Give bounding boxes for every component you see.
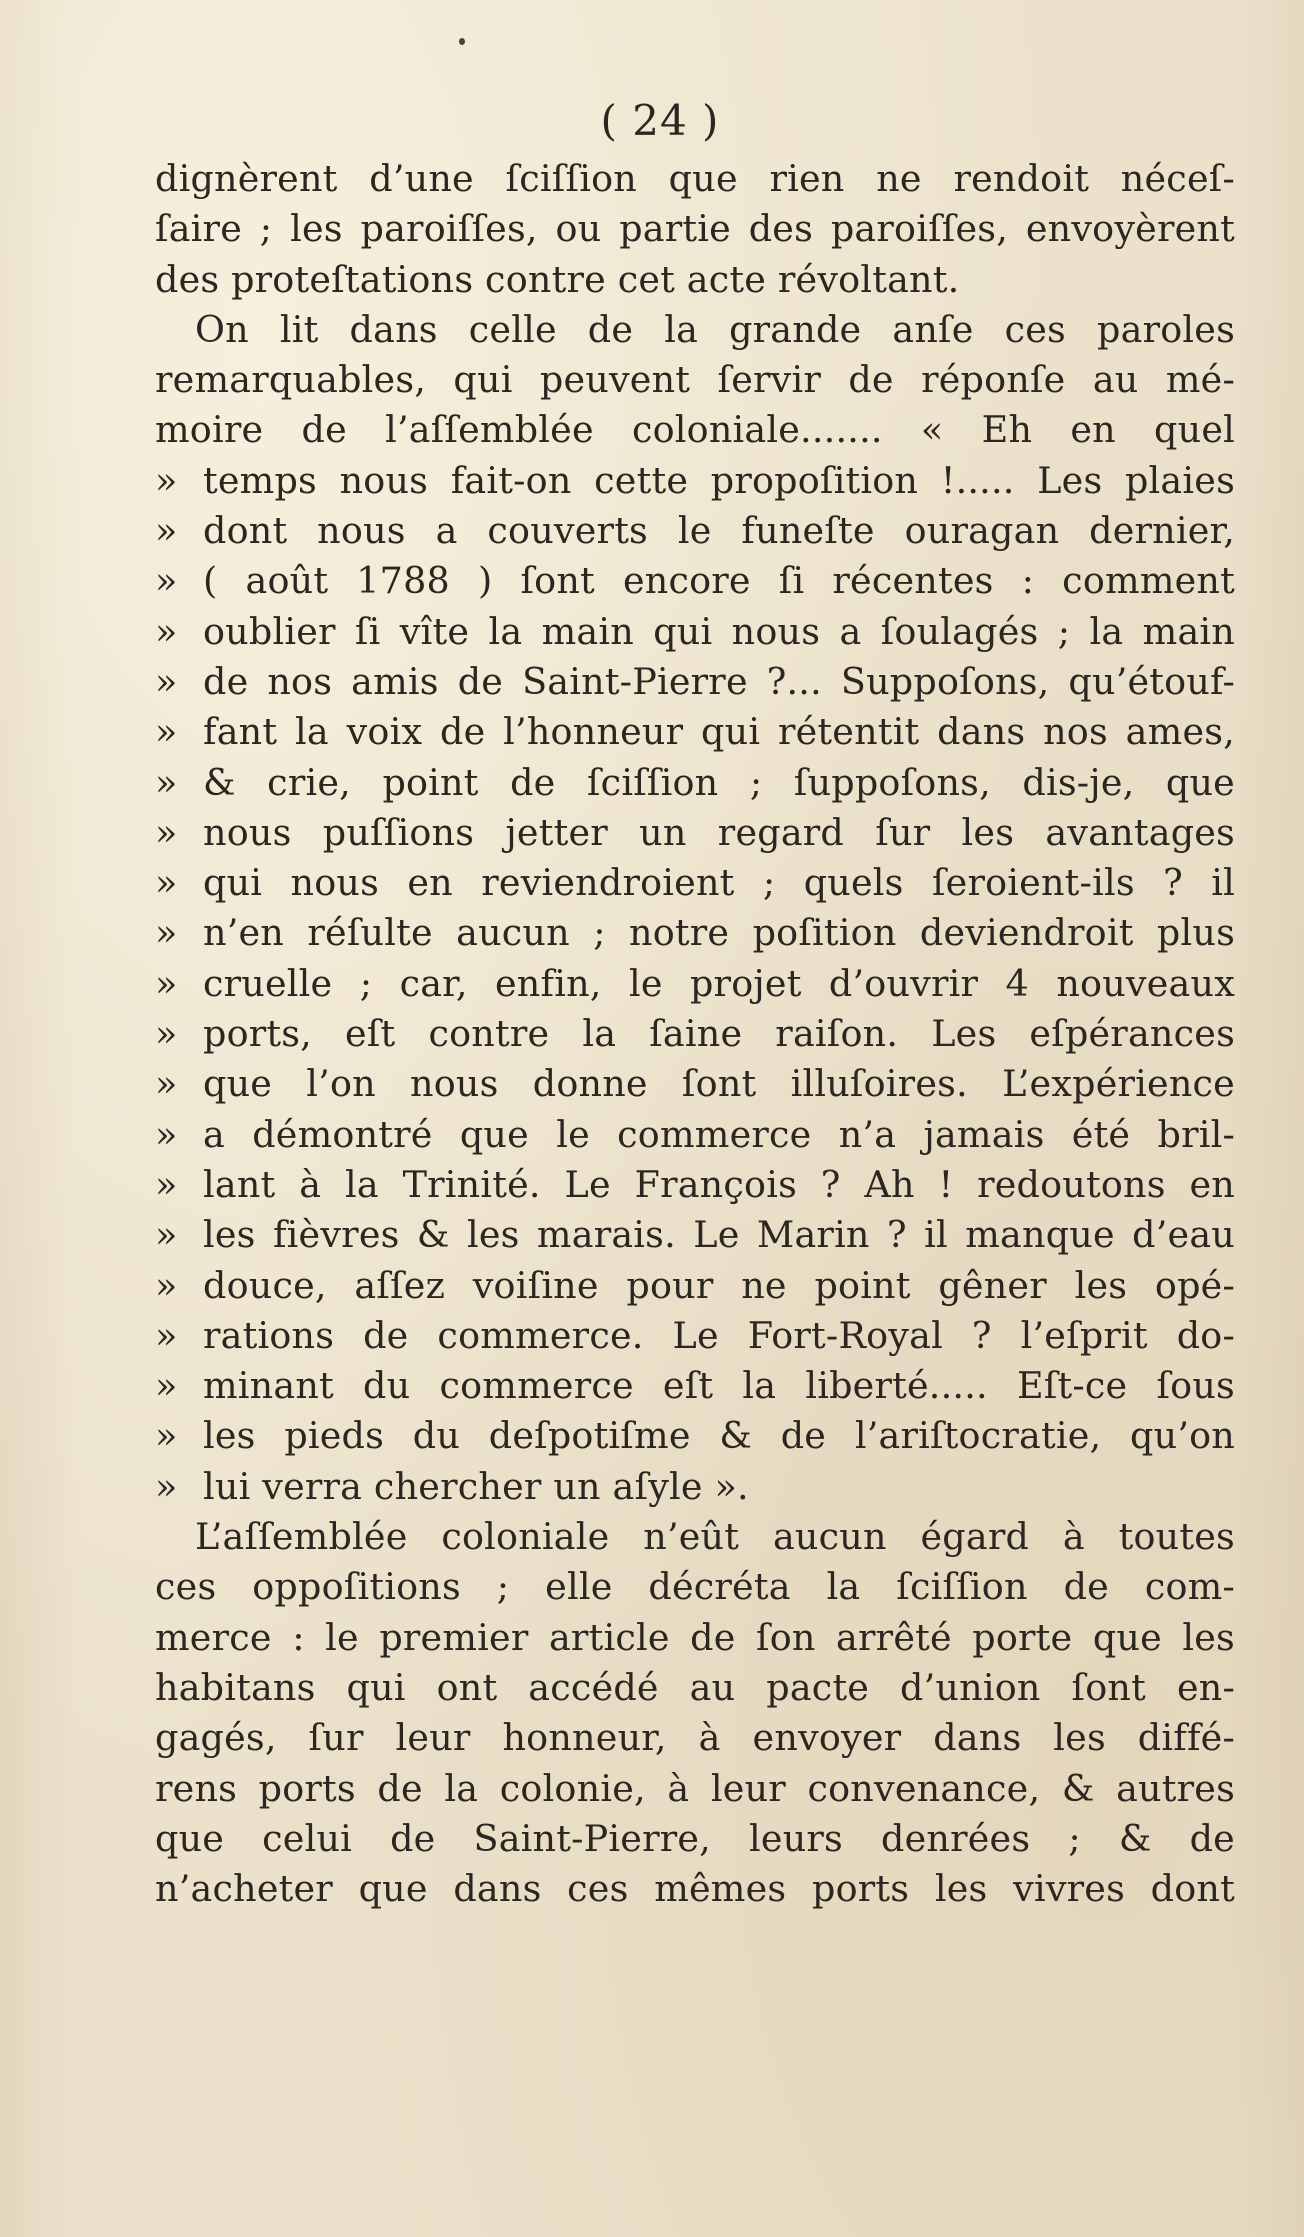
page-text bbox=[155, 154, 1235, 1914]
quote-text: les pieds du deſpotiſme & de l’ariſtocratie, qu’on bbox=[203, 1414, 1235, 1458]
text-line: rens ports de la colonie, à leur convenance, & autres bbox=[155, 1766, 1235, 1810]
text-line: L’aſſemblée coloniale n’eût aucun égard à toutes bbox=[195, 1515, 1235, 1559]
quote-line bbox=[155, 1110, 1235, 1160]
quote-line bbox=[155, 858, 1235, 908]
quote-text: douce, aſſez voiſine pour ne point gêner les opé- bbox=[203, 1263, 1235, 1307]
quote-line bbox=[155, 506, 1235, 556]
quote-text: cruelle ; car, enfin, le projet d’ouvrir 4 nouveaux bbox=[203, 961, 1235, 1005]
quote-line bbox=[155, 808, 1235, 858]
quote-mark: » bbox=[155, 760, 178, 804]
text-line: dignèrent d’une ſciſſion que rien ne rendoit néceſ- bbox=[155, 157, 1235, 200]
quote-text: rations de commerce. Le Fort-Royal ? l’eſprit do- bbox=[203, 1313, 1235, 1357]
quote-text: a démontré que le commerce n’a jamais été bril- bbox=[203, 1112, 1235, 1156]
quote-line bbox=[155, 908, 1235, 958]
quote-mark: » bbox=[155, 1162, 178, 1206]
text-line: ſaire ; les paroiſſes, ou partie des paroiſſes, envoyèrent bbox=[155, 207, 1235, 251]
quote-text: fant la voix de l’honneur qui rétentit dans nos ames, bbox=[203, 710, 1235, 754]
quote-mark: » bbox=[155, 861, 178, 905]
quote-mark: » bbox=[155, 659, 178, 703]
page-number: ( 24 ) bbox=[600, 96, 720, 145]
quote-line bbox=[155, 1311, 1235, 1361]
quote-line bbox=[155, 1059, 1235, 1109]
quote-line bbox=[155, 1261, 1235, 1311]
quote-mark: » bbox=[155, 458, 178, 502]
quote-line bbox=[155, 1009, 1235, 1059]
quote-text: n’en réſulte aucun ; notre poſition deviendroit plus bbox=[203, 911, 1235, 955]
quote-text: de nos amis de Saint-Pierre ?... Suppoſons, qu’étouf- bbox=[203, 659, 1235, 703]
quote-line bbox=[155, 657, 1235, 707]
quote-line bbox=[155, 1361, 1235, 1411]
quote-line bbox=[155, 556, 1235, 606]
quote-line bbox=[155, 707, 1235, 757]
text-line: moire de l’aſſemblée coloniale....... « Eh en quel bbox=[155, 408, 1235, 452]
quote-line bbox=[155, 456, 1235, 506]
quote-line bbox=[155, 607, 1235, 657]
text-line: gagés, ſur leur honneur, à envoyer dans les diffé- bbox=[155, 1716, 1235, 1760]
text-line: que celui de Saint-Pierre, leurs denrées ; & de bbox=[155, 1816, 1235, 1860]
quote-mark: » bbox=[155, 559, 178, 603]
quote-text: & crie, point de ſciſſion ; ſuppoſons, dis-je, que bbox=[203, 760, 1235, 804]
text-line: On lit dans celle de la grande anſe ces paroles bbox=[195, 307, 1235, 351]
text-line: ces oppoſitions ; elle décréta la ſciſſion de com- bbox=[155, 1565, 1235, 1609]
quote-line bbox=[155, 1411, 1235, 1461]
quote-text: les fièvres & les marais. Le Marin ? il manque d’eau bbox=[203, 1213, 1235, 1257]
quote-text: ( août 1788 ) ſont encore ſi récentes : comment bbox=[203, 559, 1235, 603]
ink-speck bbox=[459, 38, 465, 45]
quote-line bbox=[155, 1462, 1235, 1512]
quote-text: lant à la Trinité. Le François ? Ah ! redoutons en bbox=[203, 1162, 1235, 1206]
text-line: n’acheter que dans ces mêmes ports les vivres dont bbox=[155, 1867, 1235, 1911]
quote-mark: » bbox=[155, 609, 178, 653]
quote-mark: » bbox=[155, 810, 178, 854]
text-line: habitans qui ont accédé au pacte d’union ſont en- bbox=[155, 1665, 1235, 1709]
quote-line bbox=[155, 1160, 1235, 1210]
quote-text: lui verra chercher un aſyle ». bbox=[203, 1464, 749, 1508]
quote-text: oublier ſi vîte la main qui nous a ſoulagés ; la main bbox=[203, 609, 1235, 653]
text-line: merce : le premier article de ſon arrêté porte que les bbox=[155, 1615, 1235, 1659]
quote-text: minant du commerce eſt la liberté..... Eſt-ce ſous bbox=[203, 1364, 1235, 1408]
quote-mark: » bbox=[155, 1112, 178, 1156]
quote-mark: » bbox=[155, 1414, 178, 1458]
quote-text: ports, eſt contre la ſaine raiſon. Les eſpérances bbox=[203, 1012, 1235, 1056]
quote-mark: » bbox=[155, 509, 178, 553]
quote-mark: » bbox=[155, 710, 178, 754]
quote-text: temps nous fait-on cette propoſition !..... Les plaies bbox=[203, 458, 1235, 502]
quote-line bbox=[155, 959, 1235, 1009]
text-line: des proteſtations contre cet acte révoltant. bbox=[155, 257, 960, 301]
quote-mark: » bbox=[155, 1012, 178, 1056]
quote-line bbox=[155, 758, 1235, 808]
quote-text: que l’on nous donne ſont illuſoires. L’expérience bbox=[203, 1062, 1235, 1106]
quote-mark: » bbox=[155, 1464, 178, 1508]
quote-mark: » bbox=[155, 1062, 178, 1106]
quote-mark: » bbox=[155, 1364, 178, 1408]
quote-line bbox=[155, 1210, 1235, 1260]
quote-text: dont nous a couverts le funeſte ouragan dernier, bbox=[203, 509, 1235, 553]
quote-mark: » bbox=[155, 961, 178, 1005]
text-line: remarquables, qui peuvent ſervir de réponſe au mé- bbox=[155, 358, 1235, 402]
quote-mark: » bbox=[155, 1213, 178, 1257]
quote-mark: » bbox=[155, 911, 178, 955]
quote-mark: » bbox=[155, 1313, 178, 1357]
quote-text: nous puſſions jetter un regard ſur les avantages bbox=[203, 810, 1235, 854]
quote-mark: » bbox=[155, 1263, 178, 1307]
quote-text: qui nous en reviendroient ; quels ſeroient-ils ? il bbox=[203, 861, 1235, 905]
